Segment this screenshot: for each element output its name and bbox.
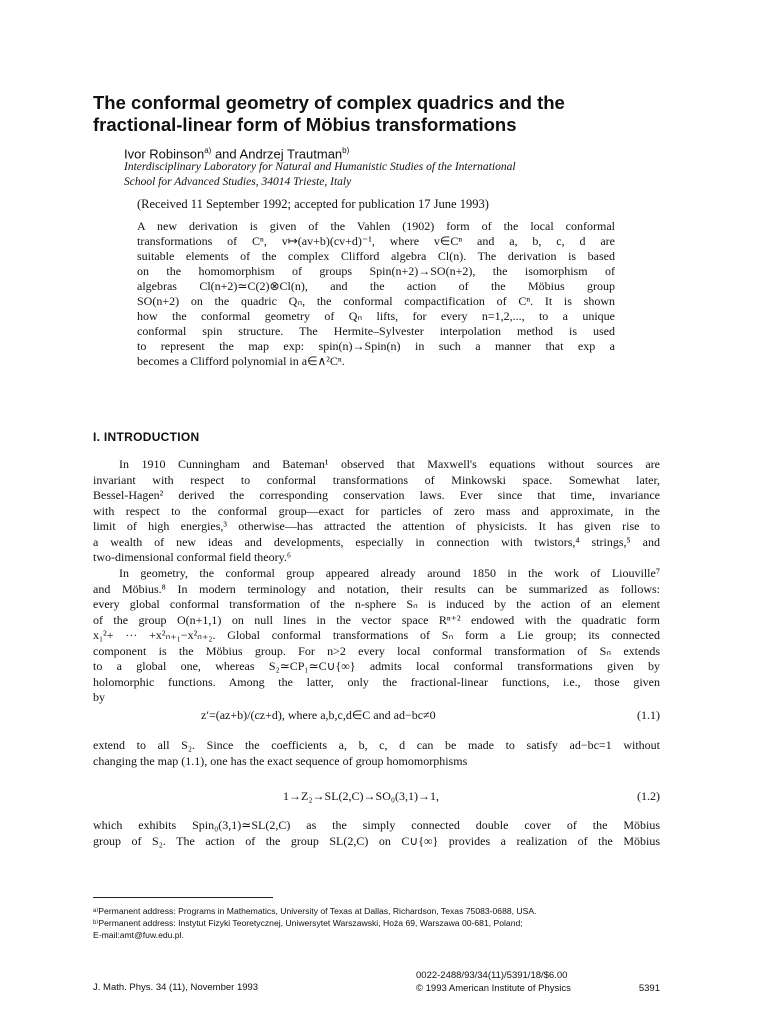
author-name: Andrzej Trautman [239,146,343,162]
body-line: which exhibits Spin₀(3,1)≃SL(2,C) as the simply connected double cover of the Möbius [93,818,660,832]
body-line: of the group O(n+1,1) on null lines in the vector space Rⁿ⁺² endowed with the quadratic form [93,612,660,627]
abstract-line: A new derivation is given of the Vahlen (1902) form of the local conformal [137,219,615,233]
body-paragraph [93,818,660,849]
body-line: every global conformal transformation of the n-sphere Sₙ is induced by the action of an element [93,597,660,611]
footnotes [93,905,660,941]
publication-info [416,969,660,995]
abstract-line: how the conformal geometry of Qₙ lifts, for every n=1,2,..., to a unique [137,309,615,323]
equation-1-2 [93,789,660,805]
footnote-divider [93,897,273,898]
body-line: a wealth of new ideas and developments, especially in connection with twistors,⁴ strings,⁵ and [93,534,660,549]
received-dates: (Received 11 September 1992; accepted for publication 17 June 1993) [137,197,489,211]
abstract-line: becomes a Clifford polynomial in a∈∧²Cⁿ. [137,354,345,368]
body-line: by [93,690,105,704]
body-line: limit of high energies,³ otherwise—has attracted the attention of physicists. It has given rise to [93,519,660,533]
footnote-a: ᵃ⁾Permanent address: Programs in Mathematics, University of Texas at Dallas, Richardson, Texas 75083-0688, USA. [93,906,537,916]
affiliation-line: Interdisciplinary Laboratory for Natural and Humanistic Studies of the International [124,161,516,173]
page-number: 5391 [638,983,660,994]
abstract-line: transformations of Cⁿ, v↦(av+b)(cv+d)⁻¹, where v∈Cⁿ and a, b, c, d are [137,234,615,248]
intro-paragraph-1 [93,457,660,566]
body-line: x₁²+ ··· +x²ₙ₊₁−x²ₙ₊₂. Global conformal transformations of Sₙ form a Lie group; its connected [93,628,660,642]
abstract-line: suitable elements of the complex Clifford algebra Cl(n). The derivation is based [137,249,615,263]
affiliation-line: School for Advanced Studies, 34014 Trieste, Italy [124,175,352,188]
body-line: In geometry, the conformal group appeared already around 1850 in the work of Liouville⁷ [119,566,660,580]
abstract [137,219,615,369]
footnote-b: ᵇ⁾Permanent address: Instytut Fizyki Teoretycznej, Uniwersytet Warszawski, Hoża 69, Warszawa 00-681, Poland; [93,918,523,928]
affiliation-mark: b) [342,146,350,155]
body-line: invariant with respect to conformal transformations of Minkowski space. Somewhat later, [93,472,660,487]
body-line: with respect to the conformal group—exact for particles of zero mass and approximate, in the [93,503,660,518]
footnote-email: E-mail:amt@fuw.edu.pl. [93,930,184,940]
intro-paragraph-2 [93,566,660,706]
body-line: In 1910 Cunningham and Bateman¹ observed that Maxwell's equations without sources are [119,457,660,471]
body-line: holomorphic functions. Among the latter, only the fractional-linear functions, i.e., those given [93,674,660,689]
author-conjunction: and [211,146,240,162]
section-heading: I. INTRODUCTION [93,430,200,444]
article-title [93,92,693,136]
equation-number: (1.1) [637,708,660,722]
affiliation [124,160,684,189]
body-line: group of S₂. The action of the group SL(2,C) on C∪{∞} provides a realization of the Möbius [93,833,660,848]
equation-expression: 1→Z₂→SL(2,C)→SO₀(3,1)→1, [283,789,440,803]
article-code: 0022-2488/93/34(11)/5391/18/$6.00 [416,970,568,981]
abstract-line: SO(n+2) on the quadric Qₙ, the conformal compactification of Cⁿ. It is shown [137,294,615,308]
copyright: © 1993 American Institute of Physics [416,983,571,994]
title-line-1: The conformal geometry of complex quadrics and the [93,92,565,113]
equation-expression: z′=(az+b)/(cz+d), where a,b,c,d∈C and ad−bc≠0 [201,708,436,722]
abstract-line: on the homomorphism of groups Spin(n+2)→SO(n+2), the isomorphism of [137,264,615,278]
author-name: Ivor Robinson [124,146,205,162]
body-line: two-dimensional conformal field theory.⁶ [93,550,292,564]
abstract-line: to represent the map exp: spin(n)→Spin(n) in such a manner that exp a [137,339,615,353]
body-line: changing the map (1.1), one has the exact sequence of group homomorphisms [93,753,468,768]
equation-number: (1.2) [637,789,660,803]
body-line: Bessel-Hagen² derived the corresponding conservation laws. Ever since that time, invariance [93,488,660,502]
equation-1-1 [93,708,660,724]
body-line: to a global one, whereas S₂≃CP₁≃C∪{∞} admits local conformal transformations given by [93,659,660,673]
body-line: and Möbius.⁸ In modern terminology and notation, their results can be summarized as follows: [93,581,660,596]
abstract-line: algebras Cl(n+2)≃C(2)⊗Cl(n), and the action of the Möbius group [137,279,615,293]
affiliation-mark: a) [204,146,212,155]
body-line: extend to all S₂. Since the coefficients a, b, c, d can be made to satisfy ad−bc=1 without [93,738,660,752]
journal-citation: J. Math. Phys. 34 (11), November 1993 [93,982,259,993]
abstract-line: conformal spin structure. The Hermite–Sylvester interpolation method is used [137,324,615,338]
body-line: component is the Möbius group. For n>2 every local conformal transformation of Sₙ extends [93,643,660,658]
body-paragraph [93,738,660,769]
title-line-2: fractional-linear form of Möbius transformations [93,114,517,135]
